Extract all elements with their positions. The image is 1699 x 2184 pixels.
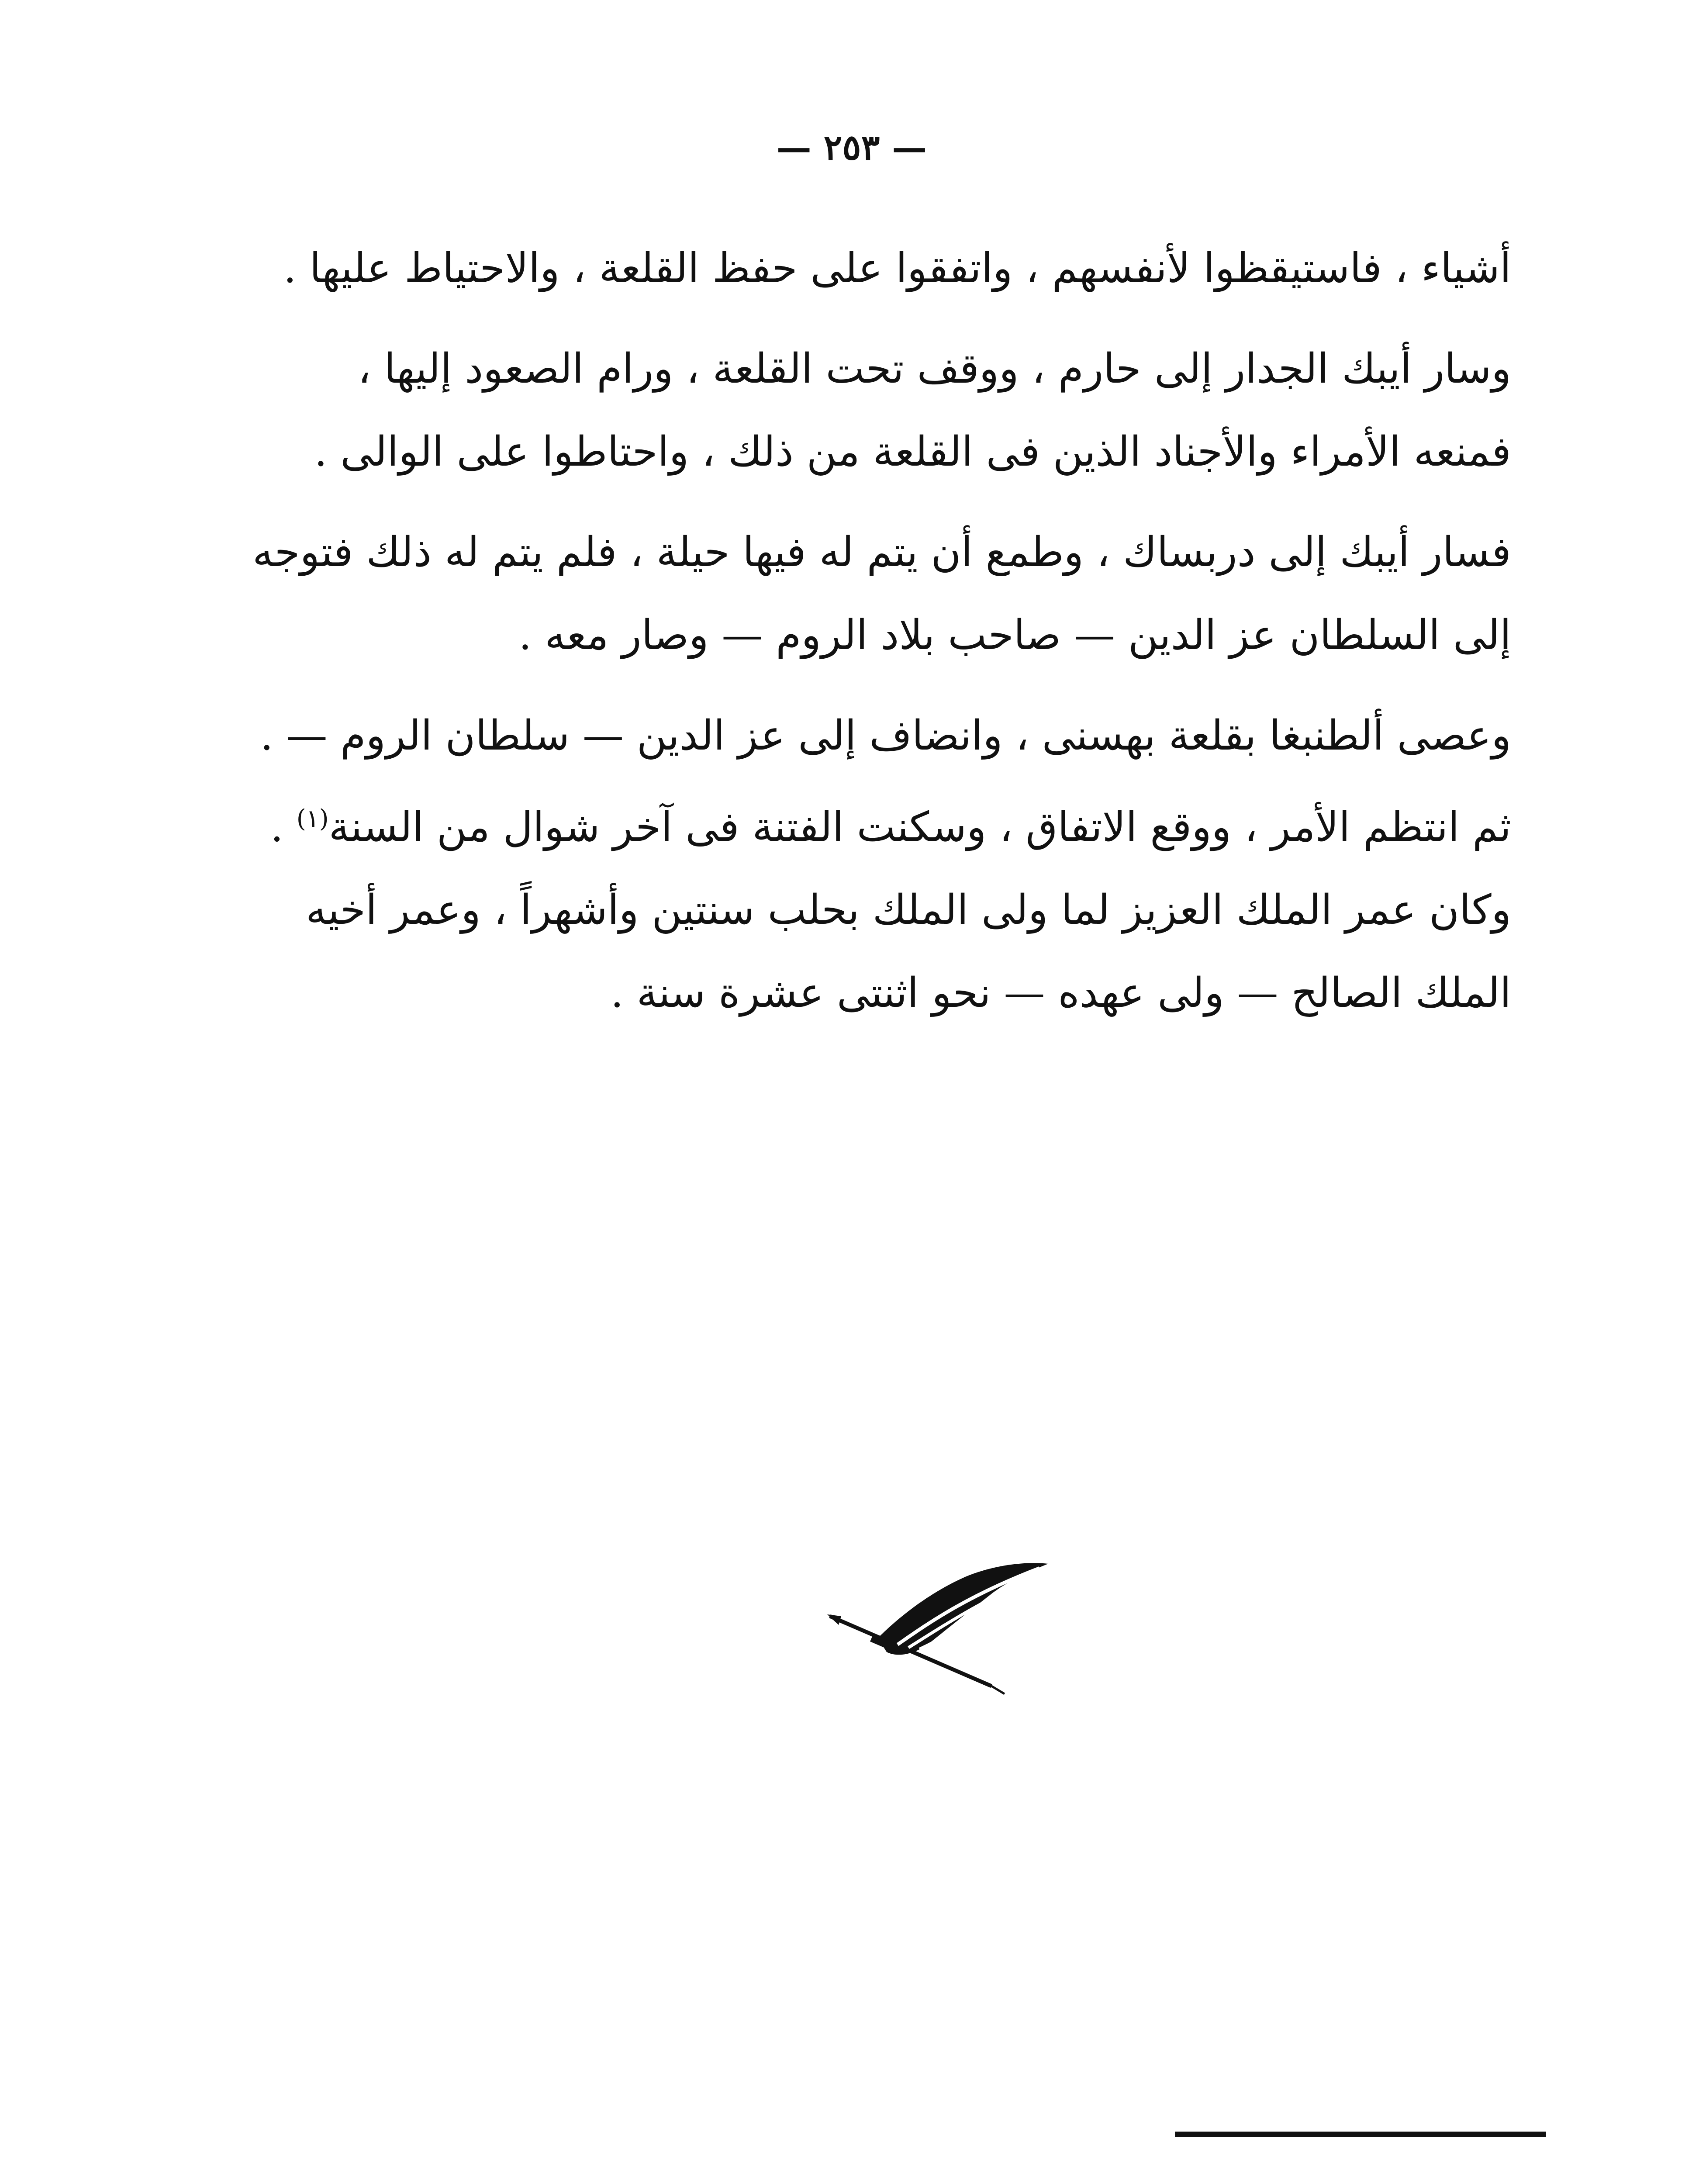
text-line: فسار أيبك إلى دربساك ، وطمع أن يتم له فيها حيلة ، فلم يتم له ذلك فتوجه xyxy=(252,529,1511,576)
text-line: وعصى ألطنبغا بقلعة بهسنى ، وانضاف إلى عز الدين — سلطان الروم — . xyxy=(260,712,1511,760)
text-line xyxy=(270,778,1511,869)
footnote xyxy=(349,2175,1520,2184)
text-line: الملك الصالح — ولى عهده — نحو اثنتى عشرة سنة . xyxy=(610,969,1511,1017)
text-line: أشياء ، فاستيقظوا لأنفسهم ، واتفقوا على حفظ القلعة ، والاحتياط عليها . xyxy=(283,245,1511,292)
footnote-marker: (١) xyxy=(296,805,329,833)
paragraph xyxy=(283,227,1511,310)
text-line-content: ثم انتظم الأمر ، ووقع الاتفاق ، وسكنت الفتنة فى آخر شوال من السنة xyxy=(328,803,1511,851)
trailing-punctuation: . xyxy=(270,803,283,851)
paragraph xyxy=(306,869,1511,1035)
paragraph xyxy=(252,511,1511,677)
paragraph xyxy=(314,328,1511,494)
main-text xyxy=(252,227,1511,1052)
text-line: وسار أيبك الجدار إلى حارم ، ووقف تحت القلعة ، ورام الصعود إليها ، xyxy=(358,345,1511,393)
winged-quill-icon xyxy=(821,1555,1066,1699)
text-line: فمنعه الأمراء والأجناد الذين فى القلعة من ذلك ، واحتاطوا على الوالى . xyxy=(314,428,1511,476)
footnote-line xyxy=(349,2175,1520,2184)
paragraph xyxy=(270,778,1511,869)
footnote-divider xyxy=(1175,2132,1546,2137)
page-number: — ٢٥٣ — xyxy=(776,127,927,168)
paragraph xyxy=(260,695,1511,778)
text-line: وكان عمر الملك العزيز لما ولى الملك بحلب سنتين وأشهراً ، وعمر أخيه xyxy=(306,886,1511,934)
text-line: إلى السلطان عز الدين — صاحب بلاد الروم — وصار معه . xyxy=(518,612,1511,659)
